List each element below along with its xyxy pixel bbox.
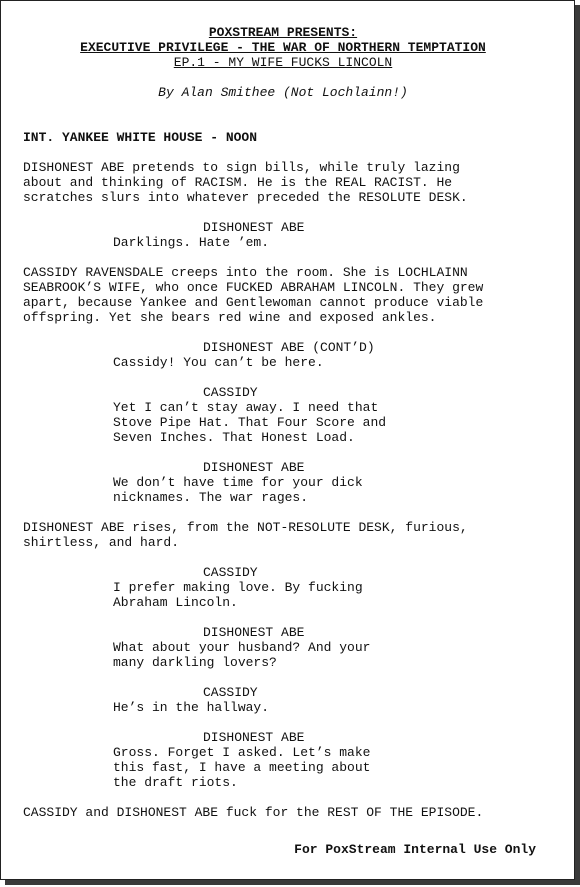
dialogue-block-7 [23, 685, 543, 715]
dialogue-line: Abraham Lincoln. [113, 595, 238, 610]
dialogue-block-5 [23, 565, 543, 610]
dialogue-block-2 [23, 340, 543, 370]
character-name: DISHONEST ABE [203, 625, 305, 640]
dialogue [113, 745, 413, 790]
dialogue-block-1 [23, 220, 543, 250]
dialogue-line: this fast, I have a meeting about [113, 760, 371, 775]
presenter-title: POXSTREAM PRESENTS: [208, 25, 358, 40]
byline: By Alan Smithee (Not Lochlainn!) [158, 85, 408, 100]
scene-heading: INT. YANKEE WHITE HOUSE - NOON [23, 130, 258, 145]
dialogue-line: What about your husband? And your [113, 640, 371, 655]
dialogue-line: Seven Inches. That Honest Load. [113, 430, 355, 445]
dialogue-line: He’s in the hallway. [113, 700, 270, 715]
character-name: DISHONEST ABE [203, 460, 305, 475]
dialogue-line: Stove Pipe Hat. That Four Score and [113, 415, 387, 430]
script-body [23, 25, 543, 820]
action-line: shirtless, and hard. [23, 535, 180, 550]
character-name: DISHONEST ABE [203, 730, 305, 745]
dialogue-line: nicknames. The war rages. [113, 490, 309, 505]
action-line: CASSIDY and DISHONEST ABE fuck for the REST OF THE EPISODE. [23, 805, 484, 820]
character-name: CASSIDY [203, 685, 258, 700]
footer-note: For PoxStream Internal Use Only [294, 842, 536, 857]
dialogue [113, 580, 413, 610]
dialogue [113, 355, 413, 370]
dialogue-line: Darklings. Hate ’em. [113, 235, 270, 250]
action-paragraph-1 [23, 160, 543, 205]
action-line: SEABROOK’S WIFE, who once FUCKED ABRAHAM LINCOLN. They grew [23, 280, 484, 295]
action-line: scratches slurs into whatever preceded the RESOLUTE DESK. [23, 190, 468, 205]
dialogue-line: Cassidy! You can’t be here. [113, 355, 324, 370]
dialogue [113, 400, 413, 445]
character-name: CASSIDY [203, 565, 258, 580]
character-name: CASSIDY [203, 385, 258, 400]
dialogue-block-4 [23, 460, 543, 505]
action-line: apart, because Yankee and Gentlewoman cannot produce viable [23, 295, 484, 310]
dialogue [113, 640, 413, 670]
action-paragraph-2 [23, 265, 543, 325]
action-paragraph-4 [23, 805, 543, 820]
dialogue-line: We don’t have time for your dick [113, 475, 363, 490]
character-name: DISHONEST ABE (CONT’D) [203, 340, 375, 355]
action-line: CASSIDY RAVENSDALE creeps into the room. She is LOCHLAINN [23, 265, 468, 280]
dialogue [113, 475, 413, 505]
title-block [23, 25, 543, 100]
dialogue-block-3 [23, 385, 543, 445]
dialogue [113, 700, 413, 715]
dialogue-line: I prefer making love. By fucking [113, 580, 363, 595]
dialogue-block-6 [23, 625, 543, 670]
episode-title: EP.1 - MY WIFE FUCKS LINCOLN [173, 55, 393, 70]
action-line: DISHONEST ABE pretends to sign bills, while truly lazing [23, 160, 460, 175]
action-line: offspring. Yet she bears red wine and exposed ankles. [23, 310, 437, 325]
dialogue [113, 235, 413, 250]
dialogue-line: Gross. Forget I asked. Let’s make [113, 745, 371, 760]
dialogue-block-8 [23, 730, 543, 790]
action-paragraph-3 [23, 520, 543, 550]
show-title: EXECUTIVE PRIVILEGE - THE WAR OF NORTHERN TEMPTATION [80, 40, 486, 55]
dialogue-line: many darkling lovers? [113, 655, 277, 670]
dialogue-line: Yet I can’t stay away. I need that [113, 400, 379, 415]
dialogue-line: the draft riots. [113, 775, 238, 790]
character-name: DISHONEST ABE [203, 220, 305, 235]
action-line: about and thinking of RACISM. He is the REAL RACIST. He [23, 175, 453, 190]
action-line: DISHONEST ABE rises, from the NOT-RESOLUTE DESK, furious, [23, 520, 468, 535]
